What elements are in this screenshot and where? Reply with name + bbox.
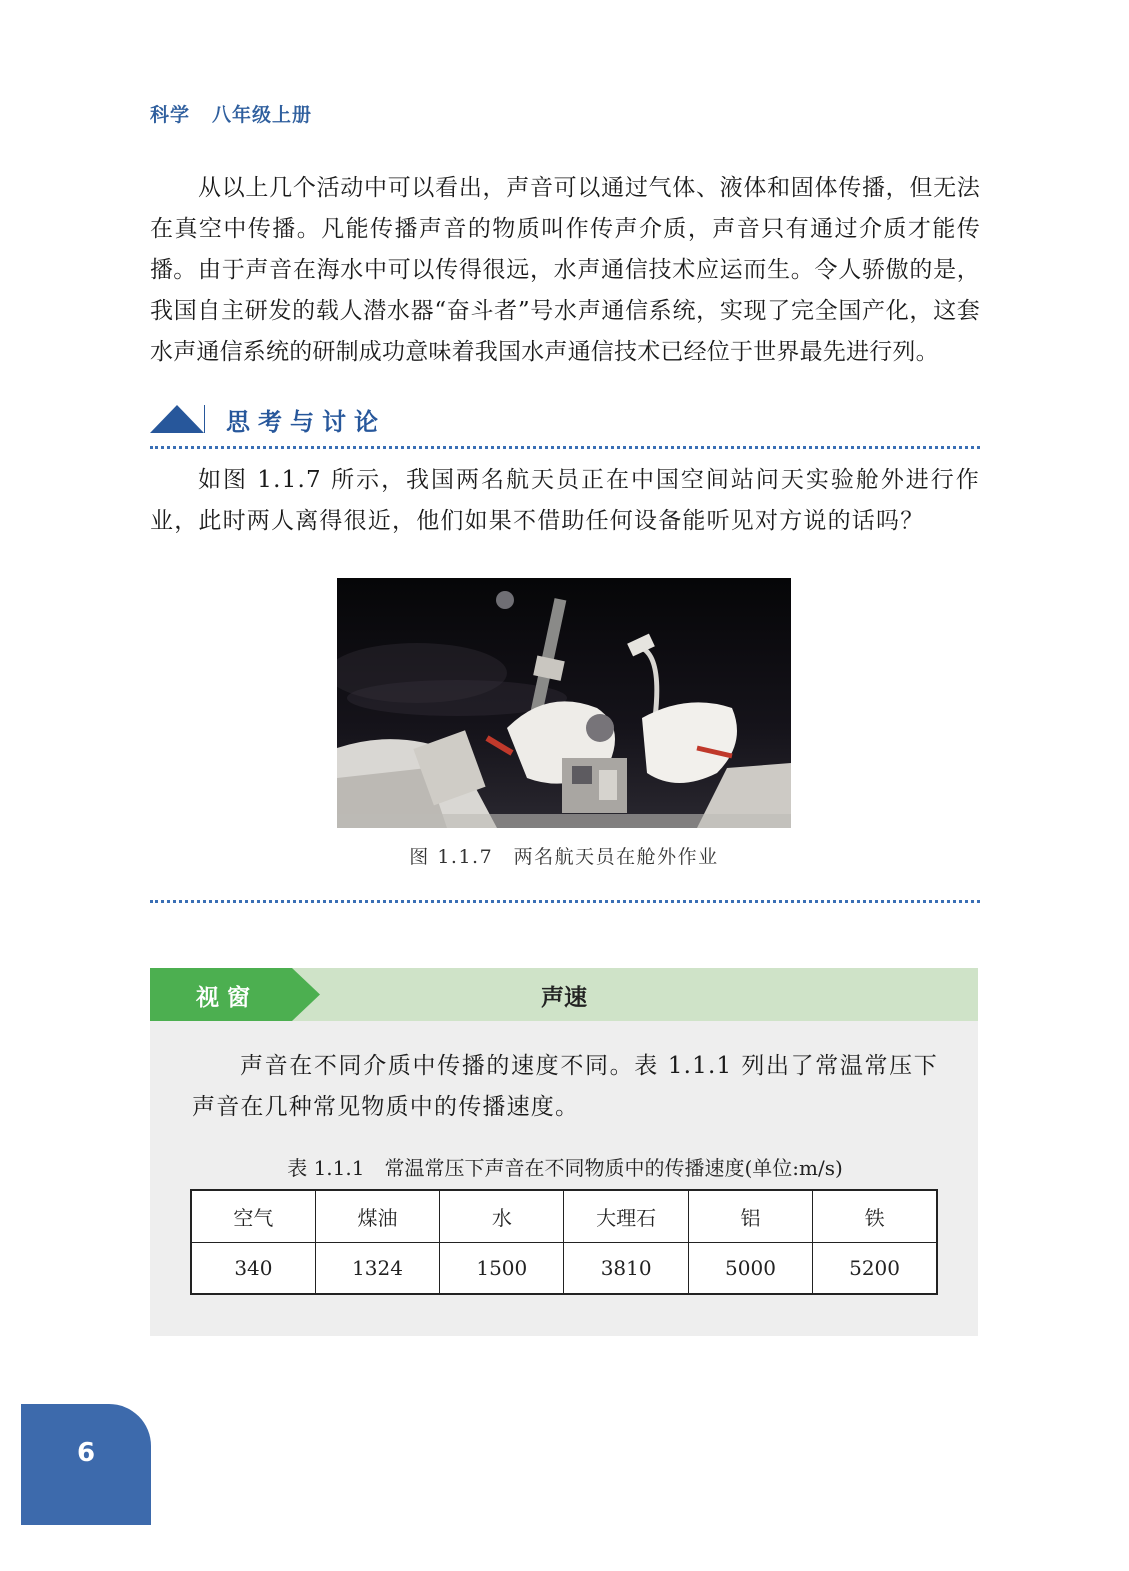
astronaut-photo-drawing (337, 578, 791, 828)
table-cell: 1324 (315, 1242, 439, 1294)
table-cell: 340 (191, 1242, 315, 1294)
figure-caption: 图 1.1.7 两名航天员在舱外作业 (409, 846, 719, 868)
page-number-tab (21, 1404, 151, 1525)
section-marker-icon (150, 405, 205, 433)
window-text: 声音在不同介质中传播的速度不同。表 1.1.1 列出了常温常压下声音在几种常见物质中的传播速度。 (192, 1053, 938, 1120)
table-cell: 1500 (440, 1242, 564, 1294)
think-question: 如图 1.1.7 所示，我国两名航天员正在中国空间站问天实验舱外进行作业，此时两人离得很近，他们如果不借助任何设备能听见对方说的话吗？ (150, 467, 980, 534)
table-header-cell: 大理石 (564, 1190, 688, 1242)
table-header-row (191, 1190, 937, 1242)
body-paragraph-2: 由于声音在海水中可以传得很远，水声通信技术应运而生。令人骄傲的是，我国自主研发的载人潜水器“奋斗者”号水声通信系统，实现了完全国产化，这套水声通信系统的研制成功意味着我国水声通信技术已经位于世界最先进行列。 (150, 257, 980, 365)
table-cell: 5200 (813, 1242, 937, 1294)
page-number: 6 (76, 1438, 96, 1468)
running-head (150, 100, 312, 127)
table-cell: 5000 (688, 1242, 812, 1294)
think-discuss-title: 思考与讨论 (226, 408, 386, 436)
think-discuss-heading (150, 400, 980, 438)
dotted-divider-top (150, 446, 980, 449)
grade-label: 八年级上册 (212, 104, 313, 126)
table-header-cell: 铝 (688, 1190, 812, 1242)
table-cell: 3810 (564, 1242, 688, 1294)
table-row (191, 1242, 937, 1294)
astronaut-photo (337, 578, 791, 828)
dotted-divider-bottom (150, 900, 980, 903)
table-header-cell: 煤油 (315, 1190, 439, 1242)
sound-speed-table (190, 1189, 938, 1295)
window-title: 声速 (541, 985, 587, 1011)
subject-label: 科学 (150, 104, 191, 126)
body-paragraph-1: 从以上几个活动中可以看出，声音可以通过气体、液体和固体传播，但无法在真空中传播。凡能传播声音的物质叫作传声介质，声音只有通过介质才能传播。 (150, 175, 980, 283)
window-tag-label: 视窗 (196, 985, 258, 1011)
window-sidebar-box (150, 968, 978, 1336)
table-header-cell: 空气 (191, 1190, 315, 1242)
table-header-cell: 水 (440, 1190, 564, 1242)
table-header-cell: 铁 (813, 1190, 937, 1242)
table-caption: 表 1.1.1 常温常压下声音在不同物质中的传播速度(单位:m/s) (287, 1156, 843, 1180)
